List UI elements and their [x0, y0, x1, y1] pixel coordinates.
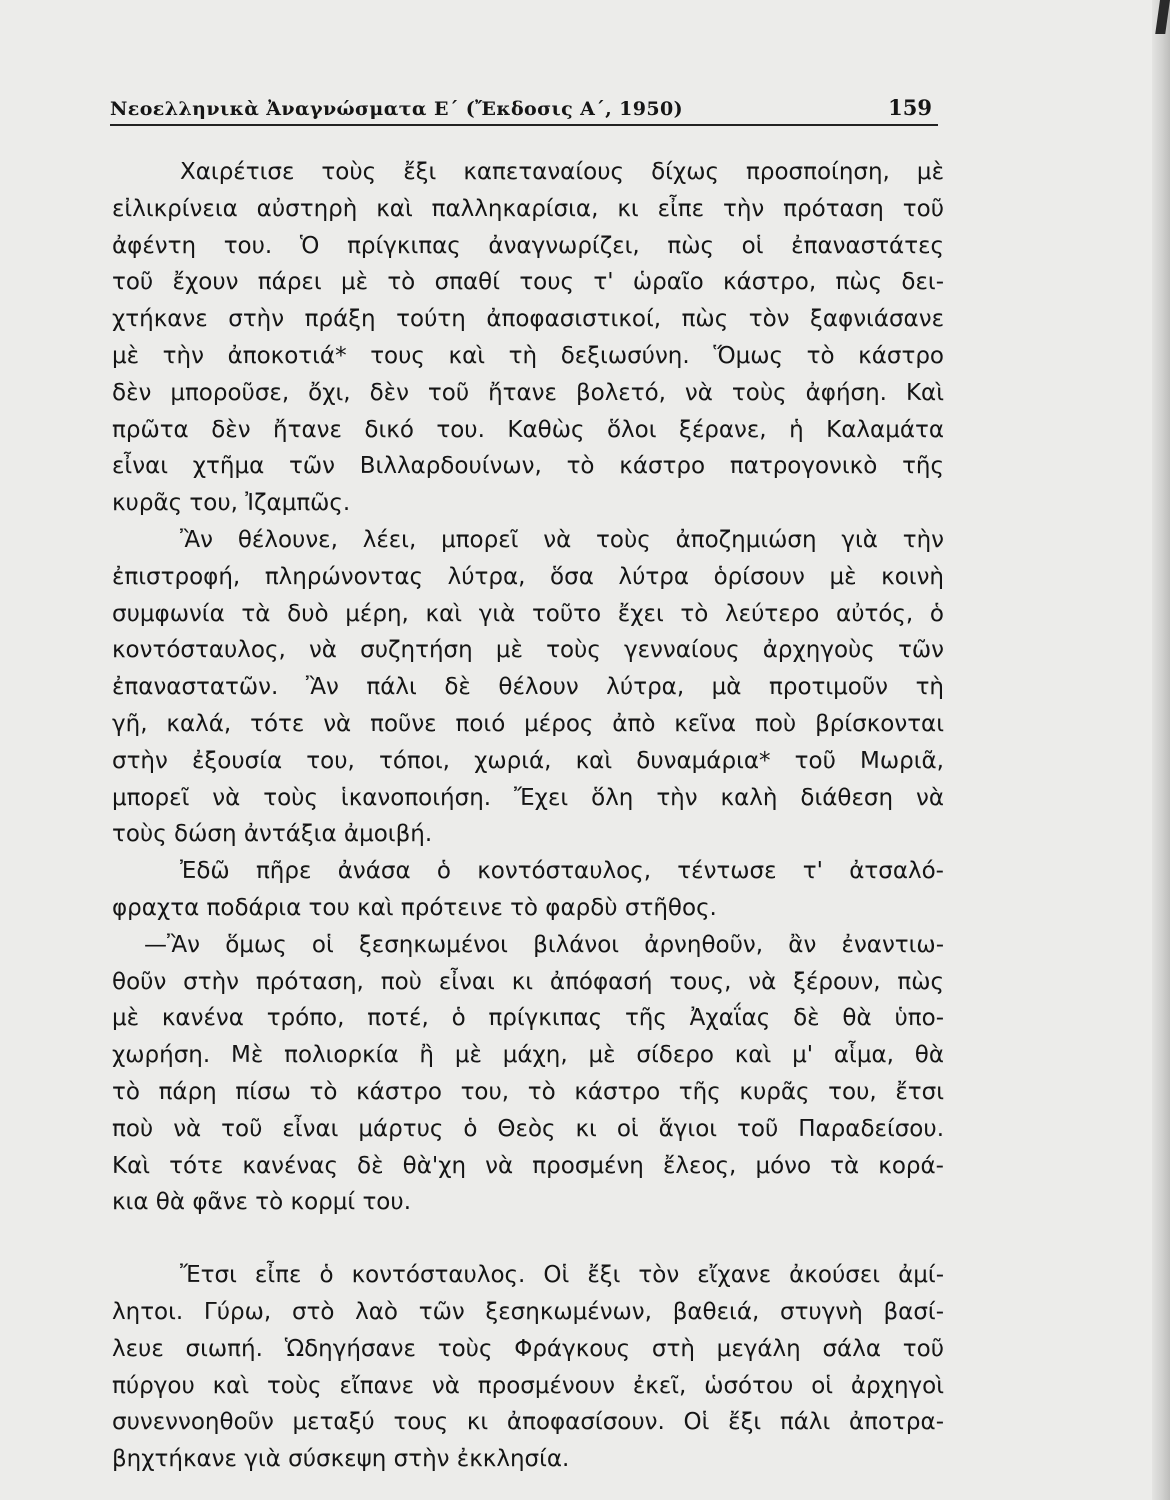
text-line: κια θὰ φᾶνε τὸ κορμί του.	[112, 1189, 411, 1216]
text-line: χτήκανε στὴν πράξη τούτη ἀποφασιστικοί, πὼς τὸν ξαφνιάσανε	[112, 306, 944, 333]
text-line: κυρᾶς του, Ἰζαμπῶς.	[112, 490, 351, 517]
text-line: λητοι. Γύρω, στὸ λαὸ τῶν ξεσηκωμένων, βαθειά, στυγνὴ βασί-	[112, 1298, 944, 1325]
book-title: Νεοελληνικὰ Ἀναγνώσματα Ε΄ (Ἔκδοσις Α΄, 1950)	[110, 98, 684, 120]
page-number: 159	[888, 95, 932, 120]
text-line: μπορεῖ νὰ τοὺς ἱκανοποιήση. Ἔχει ὅλη τὴν καλὴ διάθεση νὰ	[112, 784, 944, 811]
text-line: εἰλικρίνεια αὐστηρὴ καὶ παλληκαρίσια, κι εἶπε τὴν πρόταση τοῦ	[112, 195, 944, 222]
text-line: κοντόσταυλος, νὰ συζητήση μὲ τοὺς γενναίους ἀρχηγοὺς τῶν	[112, 637, 944, 664]
text-line: ποὺ νὰ τοῦ εἶναι μάρτυς ὁ Θεὸς κι οἱ ἅγιοι τοῦ Παραδείσου.	[112, 1115, 944, 1142]
text-line: πρῶτα δὲν ἤτανε δικό του. Καθὼς ὅλοι ξέρανε, ἡ Καλαμάτα	[112, 416, 944, 443]
text-line: λευε σιωπή. Ὡδηγήσανε τοὺς Φράγκους στὴ μεγάλη σάλα τοῦ	[112, 1335, 944, 1362]
text-line: στὴν ἐξουσία του, τόποι, χωριά, καὶ δυναμάρια* τοῦ Μωριᾶ,	[112, 747, 944, 774]
running-header	[110, 92, 938, 126]
text-line: —Ἂν ὅμως οἱ ξεσηκωμένοι βιλάνοι ἀρνηθοῦν, ἂν ἐναντιω-	[144, 931, 944, 958]
text-line: πύργου καὶ τοὺς εἴπανε νὰ προσμένουν ἐκεῖ, ὡσότου οἱ ἀρχηγοὶ	[112, 1372, 944, 1399]
paragraph-speech	[112, 927, 944, 1221]
paragraph	[112, 154, 944, 522]
body-text	[112, 154, 944, 1478]
text-line: Ἔτσι εἶπε ὁ κοντόσταυλος. Οἱ ἔξι τὸν εἴχανε ἀκούσει ἀμί-	[180, 1262, 944, 1289]
text-line: τοῦ ἔχουν πάρει μὲ τὸ σπαθί τους τ' ὡραῖο κάστρο, πὼς δει-	[112, 269, 944, 296]
text-line: εἶναι χτῆμα τῶν Βιλλαρδουίνων, τὸ κάστρο πατρογονικὸ τῆς	[112, 453, 944, 480]
text-line: συμφωνία τὰ δυὸ μέρη, καὶ γιὰ τοῦτο ἔχει τὸ λεύτερο αὐτός, ὁ	[112, 600, 944, 627]
text-line: ἀφέντη του. Ὁ πρίγκιπας ἀναγνωρίζει, πὼς οἱ ἐπαναστάτες	[112, 232, 944, 259]
text-line: ἐπαναστατῶν. Ἂν πάλι δὲ θέλουν λύτρα, μὰ προτιμοῦν τὴ	[112, 674, 944, 701]
text-line: βηχτήκανε γιὰ σύσκεψη στὴν ἐκκλησία.	[112, 1446, 570, 1473]
page-edge-shadow	[1152, 0, 1170, 1500]
paragraph	[112, 522, 944, 853]
text-line: γῆ, καλά, τότε νὰ ποῦνε ποιό μέρος ἀπὸ κεῖνα ποὺ βρίσκονται	[112, 710, 944, 737]
paragraph	[112, 853, 944, 927]
text-line: δὲν μποροῦσε, ὄχι, δὲν τοῦ ἤτανε βολετό, νὰ τοὺς ἀφήση. Καὶ	[112, 379, 944, 406]
text-line: μὲ τὴν ἀποκοτιά* τους καὶ τὴ δεξιωσύνη. Ὅμως τὸ κάστρο	[112, 342, 944, 369]
section-gap	[112, 1221, 944, 1257]
text-line: φραχτα ποδάρια του καὶ πρότεινε τὸ φαρδὺ στῆθος.	[112, 894, 717, 921]
text-line: τὸ πάρη πίσω τὸ κάστρο του, τὸ κάστρο τῆς κυρᾶς του, ἔτσι	[112, 1078, 944, 1105]
text-line: χωρήση. Μὲ πολιορκία ἢ μὲ μάχη, μὲ σίδερο καὶ μ' αἷμα, θὰ	[112, 1042, 944, 1069]
text-line: Χαιρέτισε τοὺς ἔξι καπεταναίους δίχως προσποίηση, μὲ	[180, 159, 944, 185]
text-line: συνεννοηθοῦν μεταξύ τους κι ἀποφασίσουν. Οἱ ἔξι πάλι ἀποτρα-	[112, 1409, 944, 1436]
text-line: μὲ κανένα τρόπο, ποτέ, ὁ πρίγκιπας τῆς Ἀχαΐας δὲ θὰ ὑπο-	[112, 1005, 944, 1032]
text-line: ἐπιστροφή, πληρώνοντας λύτρα, ὅσα λύτρα ὁρίσουν μὲ κοινὴ	[112, 563, 944, 590]
paragraph	[112, 1257, 944, 1478]
text-line: Ἐδῶ πῆρε ἀνάσα ὁ κοντόσταυλος, τέντωσε τ' ἀτσαλό-	[180, 858, 944, 885]
text-line: Καὶ τότε κανένας δὲ θὰ'χη νὰ προσμένη ἔλεος, μόνο τὰ κορά-	[112, 1152, 944, 1179]
text-line: τοὺς δώση ἀντάξια ἀμοιβή.	[112, 821, 433, 848]
text-line: θοῦν στὴν πρόταση, ποὺ εἶναι κι ἀπόφασή τους, νὰ ξέρουν, πὼς	[112, 968, 944, 995]
text-line: Ἂν θέλουνε, λέει, μπορεῖ νὰ τοὺς ἀποζημιώση γιὰ τὴν	[180, 526, 944, 553]
